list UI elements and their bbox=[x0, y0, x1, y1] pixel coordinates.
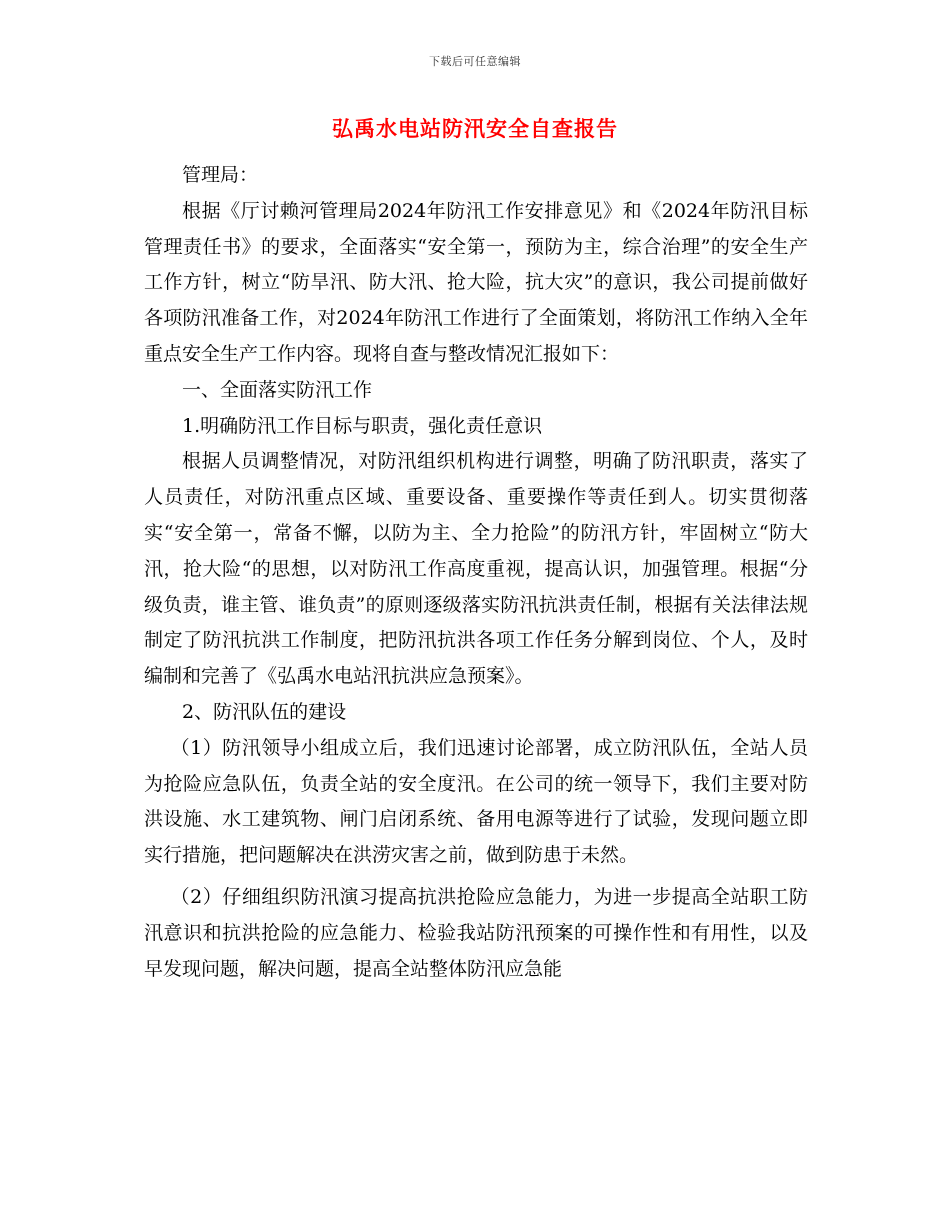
subsection-heading-2: 2、防汛队伍的建设 bbox=[182, 700, 347, 723]
paragraph-team-1: （1）防汛领导小组成立后，我们迅速讨论部署，成立防汛队伍，全站人员为抢险应急队伍，负责全站的安全度汛。在公司的统一领导下，我们主要对防洪设施、水工建筑物、闸门启闭系统、备用电源等进行了试验，发现问题立即实行措施，把问题解决在洪涝灾害之前，做到防患于未然。 bbox=[144, 736, 808, 867]
paragraph-responsibility: 根据人员调整情况，对防汛组织机构进行调整，明确了防汛职责，落实了人员责任，对防汛重点区域、重要设备、重要操作等责任到人。切实贯彻落实“安全第一，常备不懈，以防为主、全力抢险”的防汛方针，牢固树立“防大汛，抢大险“的思想，以对防汛工作高度重视，提高认识，加强管理。根据“分级负责，谁主管、谁负责”的原则逐级落实防汛抗洪责任制，根据有关法律法规制定了防汛抗洪工作制度，把防汛抗洪各项工作任务分解到岗位、个人，及时编制和完善了《弘禹水电站汛抗洪应急预案》。 bbox=[144, 450, 808, 688]
document-title: 弘禹水电站防汛安全自查报告 bbox=[332, 116, 618, 141]
salutation: 管理局： bbox=[182, 164, 259, 186]
section-heading-1: 一、全面落实防汛工作 bbox=[182, 378, 373, 401]
paragraph-team-2: （2）仔细组织防汛演习提高抗洪抢险应急能力，为进一步提高全站职工防汛意识和抗洪抢险的应急能力、检验我站防汛预案的可操作性和有用性，以及早发现问题，解决问题，提高全站整体防汛应急能 bbox=[144, 885, 808, 980]
document-body bbox=[144, 158, 808, 987]
page-header: 下载后可任意编辑 bbox=[429, 55, 521, 68]
subsection-heading-1: 1.明确防汛工作目标与职责，强化责任意识 bbox=[182, 414, 543, 437]
paragraph-intro: 根据《厅讨赖河管理局2024年防汛工作安排意见》和《2024年防汛目标管理责任书》的要求，全面落实“安全第一，预防为主，综合治理”的安全生产工作方针，树立“防旱汛、防大汛、抢大险，抗大灾”的意识，我公司提前做好各项防汛准备工作，对2024年防汛工作进行了全面策划，将防汛工作纳入全年重点安全生产工作内容。现将自查与整改情况汇报如下： bbox=[144, 199, 808, 365]
